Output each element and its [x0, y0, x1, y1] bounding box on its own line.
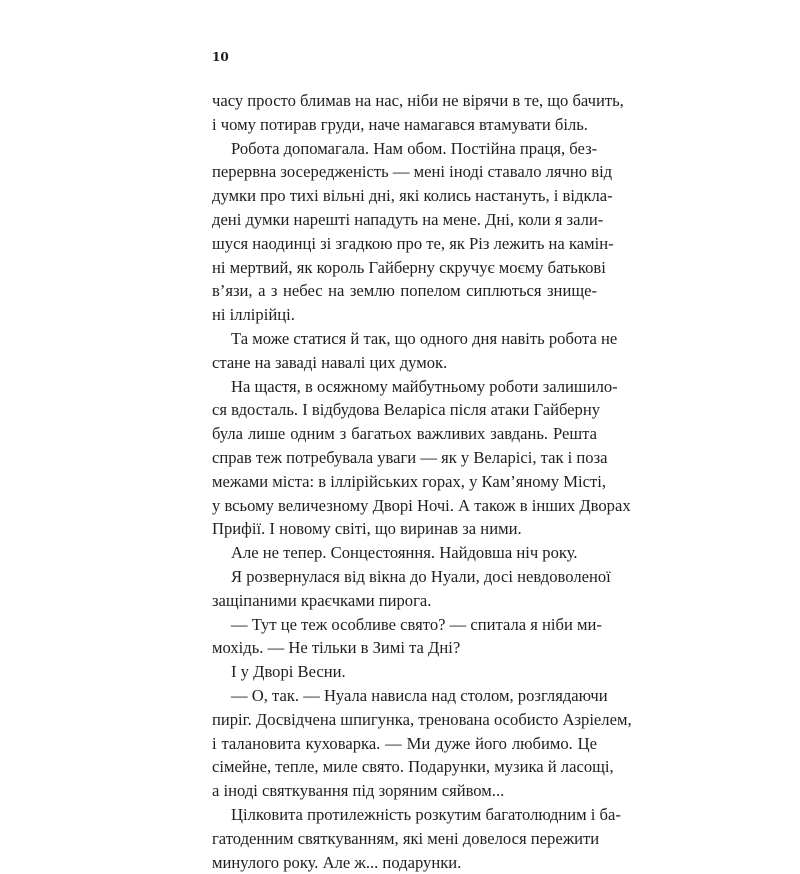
text-line: — Тут це теж особливе свято? — спитала я ніби ми-: [212, 613, 597, 637]
text-line: була лише одним з багатьох важливих завдань. Решта: [212, 422, 597, 446]
text-line: — О, так. — Нуала нависла над столом, розглядаючи: [212, 684, 597, 708]
text-line: в’язи, а з небес на землю попелом сиплються знище-: [212, 279, 597, 303]
text-line: справ теж потребувала уваги — як у Веларісі, так і поза: [212, 446, 597, 470]
text-line: а іноді святкування під зоряним сяйвом...: [212, 779, 597, 803]
page-number: 10: [212, 50, 229, 64]
text-line: ні мертвий, як король Гайберну скручує моєму батькові: [212, 256, 597, 280]
text-line: дені думки нарешті нападуть на мене. Дні, коли я зали-: [212, 208, 597, 232]
text-line: Прифії. І новому світі, що виринав за ними.: [212, 517, 597, 541]
body-text: [212, 89, 597, 874]
text-line: гатоденним святкуванням, які мені довелося пережити: [212, 827, 597, 851]
text-line: перервна зосередженість — мені іноді ставало лячно від: [212, 160, 597, 184]
text-line: І у Дворі Весни.: [212, 660, 597, 684]
text-line: Але не тепер. Сонцестояння. Найдовша ніч року.: [212, 541, 597, 565]
text-line: Цілковита протилежність розкутим багатолюдним і ба-: [212, 803, 597, 827]
text-line: ні іллірійці.: [212, 303, 597, 327]
text-line: межами міста: в іллірійських горах, у Кам’яному Місті,: [212, 470, 597, 494]
text-line: Та може статися й так, що одного дня навіть робота не: [212, 327, 597, 351]
text-line: защіпаними краєчками пирога.: [212, 589, 597, 613]
text-line: і чому потирав груди, наче намагався втамувати біль.: [212, 113, 597, 137]
text-line: думки про тихі вільні дні, які колись настануть, і відкла-: [212, 184, 597, 208]
text-line: минулого року. Але ж... подарунки.: [212, 851, 597, 874]
text-line: шуся наодинці зі згадкою про те, як Різ лежить на камін-: [212, 232, 597, 256]
text-line: мохідь. — Не тільки в Зимі та Дні?: [212, 636, 597, 660]
text-line: Робота допомагала. Нам обом. Постійна праця, без-: [212, 137, 597, 161]
text-line: сімейне, тепле, миле свято. Подарунки, музика й ласощі,: [212, 755, 597, 779]
text-line: у всьому величезному Дворі Ночі. А також в інших Дворах: [212, 494, 597, 518]
text-line: пиріг. Досвідчена шпигунка, тренована особисто Азріелем,: [212, 708, 597, 732]
text-line: часу просто блимав на нас, ніби не вірячи в те, що бачить,: [212, 89, 597, 113]
text-line: і талановита куховарка. — Ми дуже його любимо. Це: [212, 732, 597, 756]
text-line: ся вдосталь. І відбудова Веларіса після атаки Гайберну: [212, 398, 597, 422]
text-line: стане на заваді навалі цих думок.: [212, 351, 597, 375]
text-line: На щастя, в осяжному майбутньому роботи залишило-: [212, 375, 597, 399]
text-line: Я розвернулася від вікна до Нуали, досі невдоволеної: [212, 565, 597, 589]
